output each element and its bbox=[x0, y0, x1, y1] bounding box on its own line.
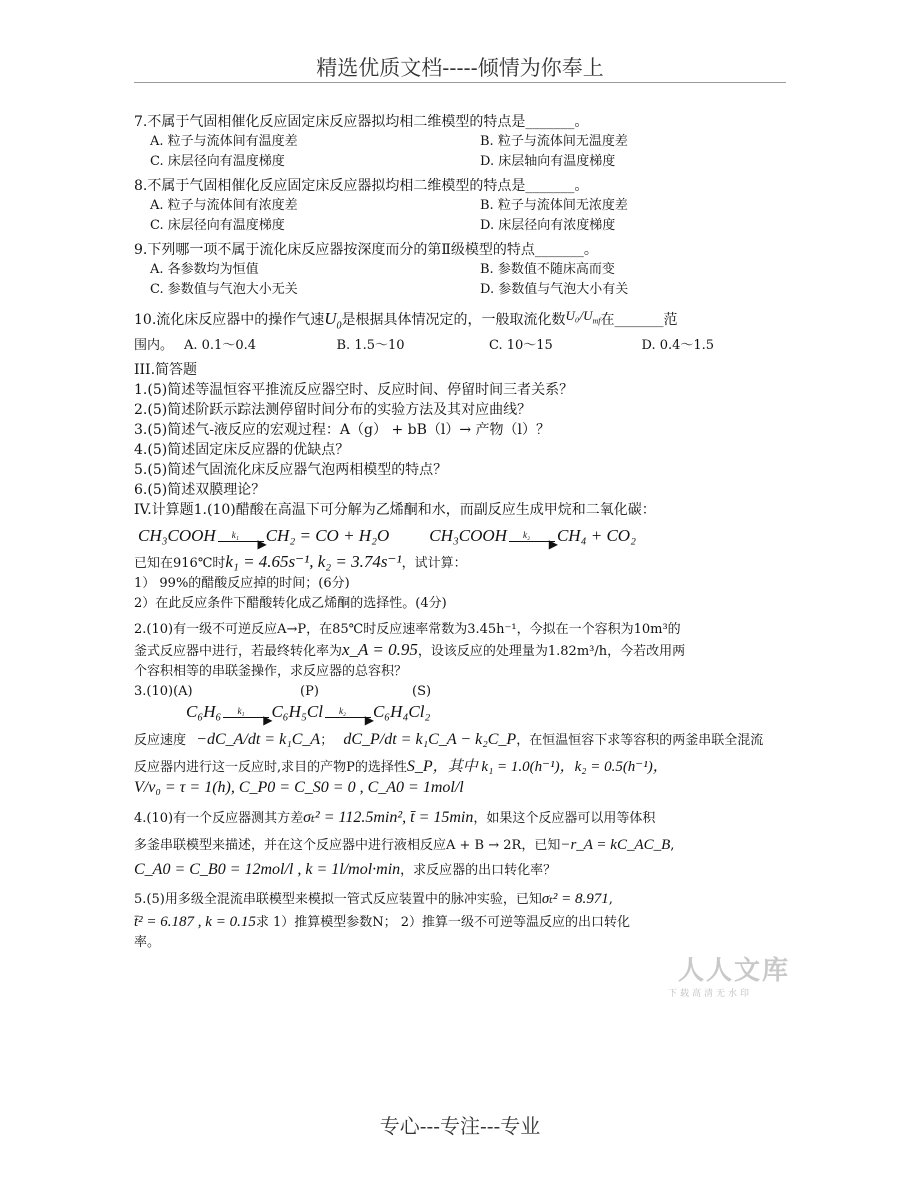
option: A. 各参数均为恒值 bbox=[150, 262, 259, 277]
question-10-options: 围内。 A. 0.1～0.4 B. 1.5～10 C. 10～15 D. 0.4～1.5 bbox=[134, 336, 794, 356]
short-answer-item: 3.(5)简述气-液反应的宏观过程：A（g） + bB（l）→ 产物（l）？ bbox=[134, 422, 551, 439]
arrow-icon: k₁ ▶ bbox=[218, 533, 264, 542]
option: C. 10～15 bbox=[489, 338, 553, 354]
arrow-icon: k₂ ▶ bbox=[509, 533, 555, 542]
question-9: 9.下列哪一项不属于流化床反应器按深度而分的第Ⅱ级模型的特点_______。 bbox=[134, 242, 598, 258]
u0-symbol: $U_0$ bbox=[324, 309, 342, 332]
short-answer-item: 1.(5)简述等温恒容平推流反应器空时、反应时间、停留时间三者关系？ bbox=[134, 382, 574, 399]
problem-3-line-3: V/v₀ = τ = 1(h), C_P0 = C_S0 = 0 , C_A0 = 1mol/l bbox=[134, 779, 464, 797]
arrow-icon: k₂ ▶ bbox=[325, 709, 371, 718]
question-7-options bbox=[134, 132, 794, 172]
sub-question: 2）在此反应条件下醋酸转化成乙烯酮的选择性。(4分) bbox=[134, 596, 447, 612]
section-4-title: IV.计算题1.(10)醋酸在高温下可分解为乙烯酮和水，而副反应生成甲烷和二氧化碳： bbox=[134, 502, 656, 519]
question-8: 8.不属于气固相催化反应固定床反应器拟均相二维模型的特点是_______。 bbox=[134, 178, 589, 194]
rate-equations: 反应速度 −dC_A/dt = k₁C_A； dC_P/dt = k₁C_A − k₂C_P，在恒温恒容下求等容积的两釜串联全混流 bbox=[134, 731, 764, 749]
short-answer-item: 5.(5)简述气固流化床反应器气泡两相模型的特点？ bbox=[134, 462, 448, 479]
problem-2-line-1: 2.(10)有一级不可逆反应A→P，在85℃时反应速率常数为3.45h⁻¹，今拟在一个容积为10m³的 bbox=[134, 622, 681, 638]
option: C. 床层径向有温度梯度 bbox=[150, 154, 285, 169]
page-header: 精选优质文档-----倾情为你奉上 bbox=[316, 56, 604, 80]
reaction-chain: C₆H₆ k₁ ▶ C₆H₅Cl k₂ ▶ C₆H₄Cl₂ bbox=[186, 702, 431, 727]
given-conditions: 已知在916℃时k₁ = 4.65s⁻¹, k₂ = 3.74s⁻¹，试计算： bbox=[134, 552, 467, 572]
sub-question: 1） 99%的醋酸反应掉的时间；(6分) bbox=[134, 576, 350, 592]
fluidization-ratio: $U_0/U_{mf}$ bbox=[565, 308, 601, 326]
page-footer: 专心---专注---专业 bbox=[379, 1114, 541, 1138]
option: D. 床层径向有浓度梯度 bbox=[480, 218, 616, 233]
option: A. 0.1～0.4 bbox=[184, 338, 257, 354]
section-3-title: III.简答题 bbox=[134, 362, 198, 379]
problem-5-line-2: t̄² = 6.187 , k = 0.15求 1）推算模型参数N； 2）推算一级不可逆等温反应的出口转化 bbox=[134, 914, 631, 931]
option: A. 粒子与流体间有浓度差 bbox=[150, 198, 298, 213]
option: A. 粒子与流体间有温度差 bbox=[150, 134, 298, 149]
problem-4-line-1: 4.(10)有一个反应器测其方差σₜ² = 112.5min², t̄ = 15min，如果这个反应器可以用等体积 bbox=[134, 809, 656, 827]
reaction-equations bbox=[138, 526, 794, 551]
problem-2-line-3: 个容积相等的串联釜操作，求反应器的总容积？ bbox=[134, 664, 408, 680]
short-answer-item: 6.(5)简述双膜理论？ bbox=[134, 482, 266, 499]
reaction-2: CH₃COOH k₂ ▶ CH₄ + CO₂ bbox=[429, 526, 636, 551]
option: C. 床层径向有温度梯度 bbox=[150, 218, 285, 233]
option: D. 床层轴向有温度梯度 bbox=[480, 154, 616, 169]
problem-4-line-3: C_A0 = C_B0 = 12mol/l , k = 1l/mol·min，求反应器的出口转化率？ bbox=[134, 861, 557, 879]
question-7: 7.不属于气固相催化反应固定床反应器拟均相二维模型的特点是_______。 bbox=[134, 114, 589, 130]
short-answer-item: 4.(5)简述固定床反应器的优缺点？ bbox=[134, 442, 350, 459]
question-9-options bbox=[134, 260, 794, 300]
option: C. 参数值与气泡大小无关 bbox=[150, 282, 298, 297]
short-answer-item: 2.(5)简述阶跃示踪法测停留时间分布的实验方法及其对应曲线？ bbox=[134, 402, 532, 419]
watermark-logo: 人人文库 bbox=[678, 956, 791, 986]
question-8-options bbox=[134, 196, 794, 236]
problem-4-line-2: 多釜串联模型来描述，并在这个反应器中进行液相反应A + B → 2R，已知−r_A = kC_AC_B, bbox=[134, 837, 675, 854]
problem-3-head: 3.(10)(A) (P) (S) bbox=[134, 684, 432, 700]
question-10: 10.流化床反应器中的操作气速$U_0$是根据具体情况定的，一般取流化数$U_0/U_{mf}$在_______范 bbox=[134, 308, 678, 332]
option: B. 粒子与流体间无浓度差 bbox=[480, 198, 628, 213]
arrow-icon: k₁ ▶ bbox=[223, 709, 269, 718]
option: B. 参数值不随床高而变 bbox=[480, 262, 615, 277]
option: B. 粒子与流体间无温度差 bbox=[480, 134, 628, 149]
problem-5-line-1: 5.(5)用多级全混流串联模型来模拟一管式反应装置中的脉冲实验，已知σₜ² = 8.971, bbox=[134, 891, 613, 908]
problem-3-line-2: 反应器内进行这一反应时,求目的产物P的选择性S_P，其中 k₁ = 1.0(h⁻¹)，k₂ = 0.5(h⁻¹)， bbox=[134, 758, 668, 776]
option: B. 1.5～10 bbox=[336, 338, 405, 354]
watermark-subtitle: 下载高清无水印 bbox=[668, 989, 753, 999]
reaction-1: CH₃COOH k₁ ▶ CH₂ = CO + H₂O bbox=[138, 526, 390, 551]
document-body bbox=[134, 112, 794, 953]
option: D. 0.4～1.5 bbox=[641, 338, 715, 354]
option: D. 参数值与气泡大小有关 bbox=[480, 282, 629, 297]
header-divider bbox=[134, 82, 786, 83]
problem-5-line-3: 率。 bbox=[134, 935, 161, 951]
problem-2-line-2: 釜式反应器中进行，若最终转化率为x_A = 0.95，设该反应的处理量为1.82m³/h，今若改用两 bbox=[134, 640, 686, 660]
